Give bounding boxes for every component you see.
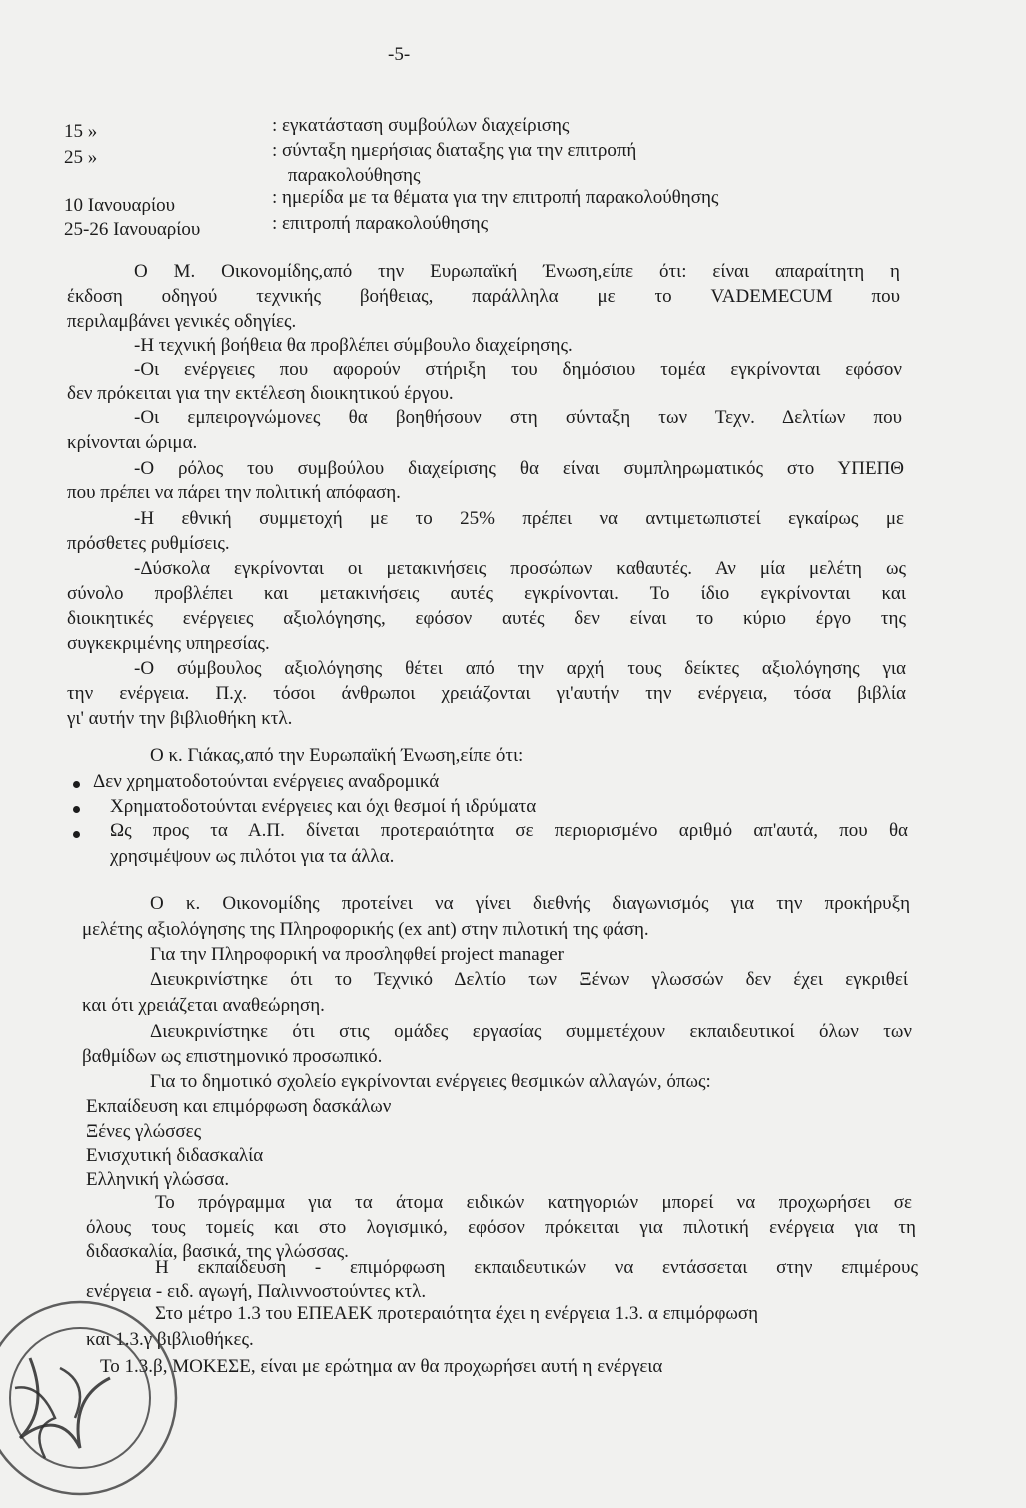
paragraph-line: έκδοση οδηγού τεχνικής βοήθειας, παράλληλα με το VADEMECUM που [67, 286, 900, 307]
schedule-text: : εγκατάσταση συμβούλων διαχείρισης [272, 115, 570, 136]
schedule-text: : ημερίδα με τα θέματα για την επιτροπή παρακολούθησης [272, 187, 719, 208]
schedule-date: 25 » [64, 147, 98, 168]
paragraph-line: δεν πρόκειται για την εκτέλεση διοικητικού έργου. [67, 383, 454, 404]
paragraph-line: πρόσθετες ρυθμίσεις. [67, 533, 230, 554]
paragraph-line: Για το δημοτικό σχολείο εγκρίνονται ενέργειες θεσμικών αλλαγών, όπως: [150, 1071, 711, 1092]
paragraph-line: -Η τεχνική βοήθεια θα προβλέπει σύμβουλο διαχείρησης. [134, 335, 573, 356]
paragraph-line: γι' αυτήν την βιβλιοθήκη κτλ. [67, 708, 293, 729]
paragraph-line: -Οι ενέργειες που αφορούν στήριξη του δημόσιου τομέα εγκρίνονται εφόσον [134, 359, 902, 380]
paragraph-line: Ο Μ. Οικονομίδης,από την Ευρωπαϊκή Ένωση,είπε ότι: είναι απαραίτητη η [134, 261, 900, 282]
paragraph-line: Στο μέτρο 1.3 του ΕΠΕΑΕΚ προτεραιότητα έχει η ενέργεια 1.3. α επιμόρφωση [155, 1303, 759, 1324]
paragraph-line: -Η εθνική συμμετοχή με το 25% πρέπει να αντιμετωπιστεί εγκαίρως με [134, 508, 904, 529]
bullet-icon [73, 806, 80, 813]
bullet-icon [73, 831, 80, 838]
page-number: -5- [388, 44, 411, 65]
paragraph-line: σύνολο προβλέπει και μετακινήσεις αυτές εγκρίνονται. Το ίδιο εγκρίνονται και [67, 583, 906, 604]
list-item: Δεν χρηματοδοτούνται ενέργειες αναδρομικά [93, 771, 440, 792]
list-item: Ξένες γλώσσες [86, 1121, 202, 1142]
paragraph-line: και 1.3.γ βιβλιοθήκες. [86, 1329, 254, 1350]
paragraph-line: Ο κ. Οικονομίδης προτείνει να γίνει διεθνής διαγωνισμός για την προκήρυξη [150, 893, 910, 914]
paragraph-line: διδασκαλία, βασικά, της γλώσσας. [86, 1241, 349, 1262]
list-item: Ενισχυτική διδασκαλία [86, 1145, 264, 1166]
paragraph-line: και ότι χρειάζεται αναθεώρηση. [82, 995, 325, 1016]
paragraph-line: κρίνονται ώριμα. [67, 432, 198, 453]
paragraph-line: Το 1.3.β, ΜΟΚΕΣΕ, είναι με ερώτημα αν θα προχωρήσει αυτή η ενέργεια [100, 1356, 663, 1377]
list-item: Χρηματοδοτούνται ενέργειες και όχι θεσμοί ή ιδρύματα [110, 796, 537, 817]
paragraph-line: Ο κ. Γιάκας,από την Ευρωπαϊκή Ένωση,είπε ότι: [150, 745, 524, 766]
paragraph-line: μελέτης αξιολόγησης της Πληροφορικής (ex ant) στην πιλοτική της φάση. [82, 919, 649, 940]
list-item: Ελληνική γλώσσα. [86, 1169, 230, 1190]
paragraph-line: ενέργεια - ειδ. αγωγή, Παλιννοστούντες κτλ. [86, 1281, 427, 1302]
schedule-text: : επιτροπή παρακολούθησης [272, 213, 489, 234]
institute-stamp-icon [0, 1288, 180, 1508]
list-item: Ως προς τα Α.Π. δίνεται προτεραιότητα σε περιορισμένο αριθμό απ'αυτά, που θα [110, 820, 908, 841]
list-item: Εκπαίδευση και επιμόρφωση δασκάλων [86, 1096, 392, 1117]
paragraph-line: -Οι εμπειρογνώμονες θα βοηθήσουν στη σύνταξη των Τεχν. Δελτίων που [134, 407, 902, 428]
paragraph-line: -Ο ρόλος του συμβούλου διαχείρισης θα είναι συμπληρωματικός στο ΥΠΕΠΘ [134, 458, 904, 479]
paragraph-line: συγκεκριμένης υπηρεσίας. [67, 633, 270, 654]
paragraph-line: -Δύσκολα εγκρίνονται οι μετακινήσεις προσώπων καθαυτές. Αν μία μελέτη ως [134, 558, 906, 579]
paragraph-line: περιλαμβάνει γενικές οδηγίες. [67, 311, 297, 332]
paragraph-line: που πρέπει να πάρει την πολιτική απόφαση. [67, 482, 401, 503]
paragraph-line: όλους τους τομείς και στο λογισμικό, εφόσον πρόκειται για πιλοτική ενέργεια για τη [86, 1217, 916, 1238]
paragraph-line: την ενέργεια. Π.χ. τόσοι άνθρωποι χρειάζονται γι'αυτήν την ενέργεια, τόσα βιβλία [67, 683, 906, 704]
bullet-icon [73, 781, 80, 788]
schedule-date: 10 Ιανουαρίου [64, 195, 175, 216]
schedule-text: παρακολούθησης [288, 165, 421, 186]
schedule-date: 15 » [64, 121, 98, 142]
paragraph-line: διοικητικές ενέργειες αξιολόγησης, εφόσον αυτές δεν είναι το κύριο έργο της [67, 608, 906, 629]
paragraph-line: Για την Πληροφορική να προσληφθεί project manager [150, 944, 564, 965]
list-item: χρησιμέψουν ως πιλότοι για τα άλλα. [110, 846, 395, 867]
paragraph-line: Η εκπαίδευση - επιμόρφωση εκπαιδευτικών να εντάσσεται στην επιμέρους [155, 1257, 918, 1278]
paragraph-line: Διευκρινίστηκε ότι το Τεχνικό Δελτίο των Ξένων γλωσσών δεν έχει εγκριθεί [150, 969, 908, 990]
schedule-text: : σύνταξη ημερήσιας διαταξης για την επιτροπή [272, 140, 637, 161]
paragraph-line: Διευκρινίστηκε ότι στις ομάδες εργασίας συμμετέχουν εκπαιδευτικοί όλων των [150, 1021, 912, 1042]
schedule-date: 25-26 Ιανουαρίου [64, 219, 201, 240]
paragraph-line: βαθμίδων ως επιστημονικό προσωπικό. [82, 1046, 383, 1067]
paragraph-line: Το πρόγραμμα για τα άτομα ειδικών κατηγοριών μπορεί να προχωρήσει σε [155, 1192, 912, 1213]
paragraph-line: -Ο σύμβουλος αξιολόγησης θέτει από την αρχή τους δείκτες αξιολόγησης για [134, 658, 906, 679]
